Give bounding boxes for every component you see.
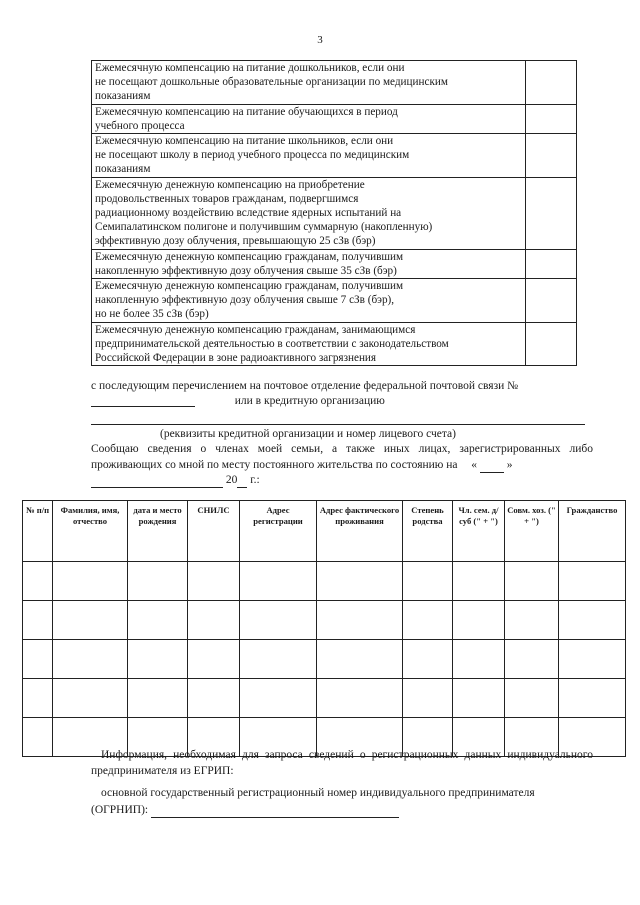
family-table-cell[interactable] — [128, 562, 188, 601]
family-table-cell[interactable] — [453, 679, 505, 718]
family-table-cell[interactable] — [188, 562, 240, 601]
family-table-cell[interactable] — [128, 640, 188, 679]
date-month-field[interactable] — [91, 472, 223, 488]
compensation-line: Ежемесячную компенсацию на питание школьников, если они — [95, 135, 394, 148]
compensation-text — [92, 279, 526, 323]
family-table-cell[interactable] — [505, 679, 559, 718]
family-table-header: Адрес фактического проживания — [317, 501, 403, 562]
compensation-row — [92, 104, 577, 133]
family-table-cell[interactable] — [23, 562, 53, 601]
family-table-header: Степень родства — [403, 501, 453, 562]
family-table-header: Фамилия, имя, отчество — [53, 501, 128, 562]
family-table-cell[interactable] — [188, 679, 240, 718]
compensation-row — [92, 249, 577, 278]
family-table-cell[interactable] — [403, 679, 453, 718]
compensation-text — [92, 104, 526, 133]
compensation-row — [92, 279, 577, 323]
family-table-cell[interactable] — [53, 640, 128, 679]
compensation-row — [92, 134, 577, 178]
compensation-checkbox-cell[interactable] — [526, 104, 577, 133]
compensation-line: Ежемесячную денежную компенсацию гражданам, занимающимся — [95, 323, 416, 336]
compensation-text — [92, 322, 526, 366]
family-table-cell[interactable] — [23, 679, 53, 718]
compensation-line: не посещают дошкольные образовательные организации по медицинским — [95, 76, 448, 89]
family-table-row — [23, 562, 626, 601]
compensation-text — [92, 249, 526, 278]
compensation-line: накопленную эффективную дозу облучения свыше 7 сЗв (бэр), — [95, 294, 395, 307]
year-field[interactable] — [237, 472, 247, 488]
ogrnip-block — [91, 786, 593, 818]
compensation-row — [92, 322, 577, 366]
family-members-table — [22, 500, 626, 757]
family-table-cell[interactable] — [53, 601, 128, 640]
open-quote: « — [471, 459, 478, 471]
compensation-checkbox-cell[interactable] — [526, 61, 577, 105]
family-table-header: Совм. хоз. (" + ") — [505, 501, 559, 562]
family-table-row — [23, 601, 626, 640]
compensation-table — [91, 60, 577, 366]
family-intro — [91, 442, 593, 473]
family-table-cell[interactable] — [317, 562, 403, 601]
compensation-text — [92, 61, 526, 105]
family-table-cell[interactable] — [188, 601, 240, 640]
compensation-line: радиационному воздействию вследствие ядерных испытаний на — [95, 207, 402, 220]
family-table-cell[interactable] — [403, 562, 453, 601]
compensation-line: не посещают школу в период учебного процесса по медицинским — [95, 149, 410, 162]
family-table-row — [23, 679, 626, 718]
transfer-text-1: с последующим перечислением на почтовое отделение федеральной почтовой связи № — [91, 380, 519, 392]
family-table-cell[interactable] — [559, 562, 626, 601]
compensation-line: Ежемесячную денежную компенсацию на приобретение — [95, 178, 365, 191]
family-table-cell[interactable] — [23, 601, 53, 640]
compensation-checkbox-cell[interactable] — [526, 249, 577, 278]
compensation-line: Ежемесячную денежную компенсацию гражданам, получившим — [95, 250, 404, 263]
ogrnip-abbr: (ОГРНИП): — [91, 803, 149, 816]
family-table-cell[interactable] — [240, 562, 317, 601]
compensation-checkbox-cell[interactable] — [526, 177, 577, 249]
year-suffix: г.: — [250, 474, 260, 486]
compensation-line: Ежемесячную денежную компенсацию гражданам, получившим — [95, 280, 404, 293]
compensation-row — [92, 61, 577, 105]
family-table-cell[interactable] — [53, 562, 128, 601]
family-table-row — [23, 640, 626, 679]
bank-details-caption: (реквизиты кредитной организации и номер лицевого счета) — [160, 428, 456, 440]
compensation-line: продовольственных товаров гражданам, подвергшимся — [95, 192, 359, 205]
compensation-line: Ежемесячную компенсацию на питание дошкольников, если они — [95, 62, 405, 74]
family-table-cell[interactable] — [240, 640, 317, 679]
compensation-row — [92, 177, 577, 249]
compensation-line: учебного процесса — [95, 119, 185, 132]
page-number: 3 — [317, 34, 323, 46]
transfer-text-2: или в кредитную организацию — [234, 395, 385, 407]
transfer-line-2 — [91, 394, 591, 407]
compensation-checkbox-cell[interactable] — [526, 322, 577, 366]
family-intro-text: Сообщаю сведения о членах моей семьи, а также иных лицах, зарегистрированных либо проживающих со мной по месту постоянного жительства по состоянию на — [91, 443, 593, 471]
post-office-number-field[interactable] — [91, 394, 195, 407]
family-table-cell[interactable] — [240, 679, 317, 718]
egrip-info: Информация, необходимая для запроса сведений о регистрационных данных индивидуального предпринимателя из ЕГРИП: — [91, 749, 593, 777]
family-table-cell[interactable] — [128, 679, 188, 718]
bank-details-field[interactable] — [91, 424, 585, 425]
family-table-header: Адрес регистрации — [240, 501, 317, 562]
compensation-line: Ежемесячную компенсацию на питание обучающихся в период — [95, 105, 398, 118]
year-prefix: 20 — [225, 474, 238, 486]
family-table-cell[interactable] — [453, 562, 505, 601]
date-day-field[interactable] — [480, 457, 504, 473]
family-table-cell[interactable] — [188, 640, 240, 679]
transfer-line-1 — [91, 380, 591, 392]
family-table-cell[interactable] — [403, 601, 453, 640]
family-table-cell[interactable] — [53, 679, 128, 718]
family-table-cell[interactable] — [317, 679, 403, 718]
family-table-cell[interactable] — [317, 640, 403, 679]
compensation-line: Российской Федерации в зоне радиоактивного загрязнения — [95, 352, 377, 365]
family-table-header: Гражданство — [559, 501, 626, 562]
family-table-header: Чл. сем. д/суб (" + ") — [453, 501, 505, 562]
compensation-line: показаниям — [95, 163, 151, 176]
family-table-header: СНИЛС — [188, 501, 240, 562]
compensation-line: Семипалатинском полигоне и получившим суммарную (накопленную) — [95, 221, 433, 234]
family-table-cell[interactable] — [505, 601, 559, 640]
family-table-cell[interactable] — [128, 601, 188, 640]
ogrnip-field[interactable] — [151, 802, 399, 819]
family-table-cell[interactable] — [240, 601, 317, 640]
compensation-text — [92, 134, 526, 178]
compensation-line: но не более 35 сЗв (бэр) — [95, 308, 209, 321]
family-table-cell[interactable] — [317, 601, 403, 640]
family-table-cell[interactable] — [23, 640, 53, 679]
family-table-header: № п/п — [23, 501, 53, 562]
family-table-cell[interactable] — [559, 679, 626, 718]
family-table-cell[interactable] — [23, 718, 53, 757]
family-table-cell[interactable] — [559, 640, 626, 679]
family-table-cell[interactable] — [403, 640, 453, 679]
ogrnip-label: основной государственный регистрационный номер индивидуального предпринимателя — [101, 787, 535, 799]
family-table-cell[interactable] — [505, 640, 559, 679]
compensation-checkbox-cell[interactable] — [526, 279, 577, 323]
compensation-line: накопленную эффективную дозу облучения свыше 35 сЗв (бэр) — [95, 264, 397, 277]
compensation-checkbox-cell[interactable] — [526, 134, 577, 178]
compensation-text — [92, 177, 526, 249]
compensation-line: предпринимательской деятельностью в соответствии с законодательством — [95, 337, 449, 350]
family-table-cell[interactable] — [453, 640, 505, 679]
family-intro-date — [91, 472, 391, 488]
compensation-line: эффективную дозу облучения, превышающую 25 сЗв (бэр) — [95, 235, 376, 248]
family-table-cell[interactable] — [505, 562, 559, 601]
family-table-cell[interactable] — [559, 601, 626, 640]
family-table-header: дата и место рождения — [128, 501, 188, 562]
close-quote: » — [506, 459, 513, 471]
compensation-line: показаниям — [95, 90, 151, 103]
family-table-cell[interactable] — [453, 601, 505, 640]
